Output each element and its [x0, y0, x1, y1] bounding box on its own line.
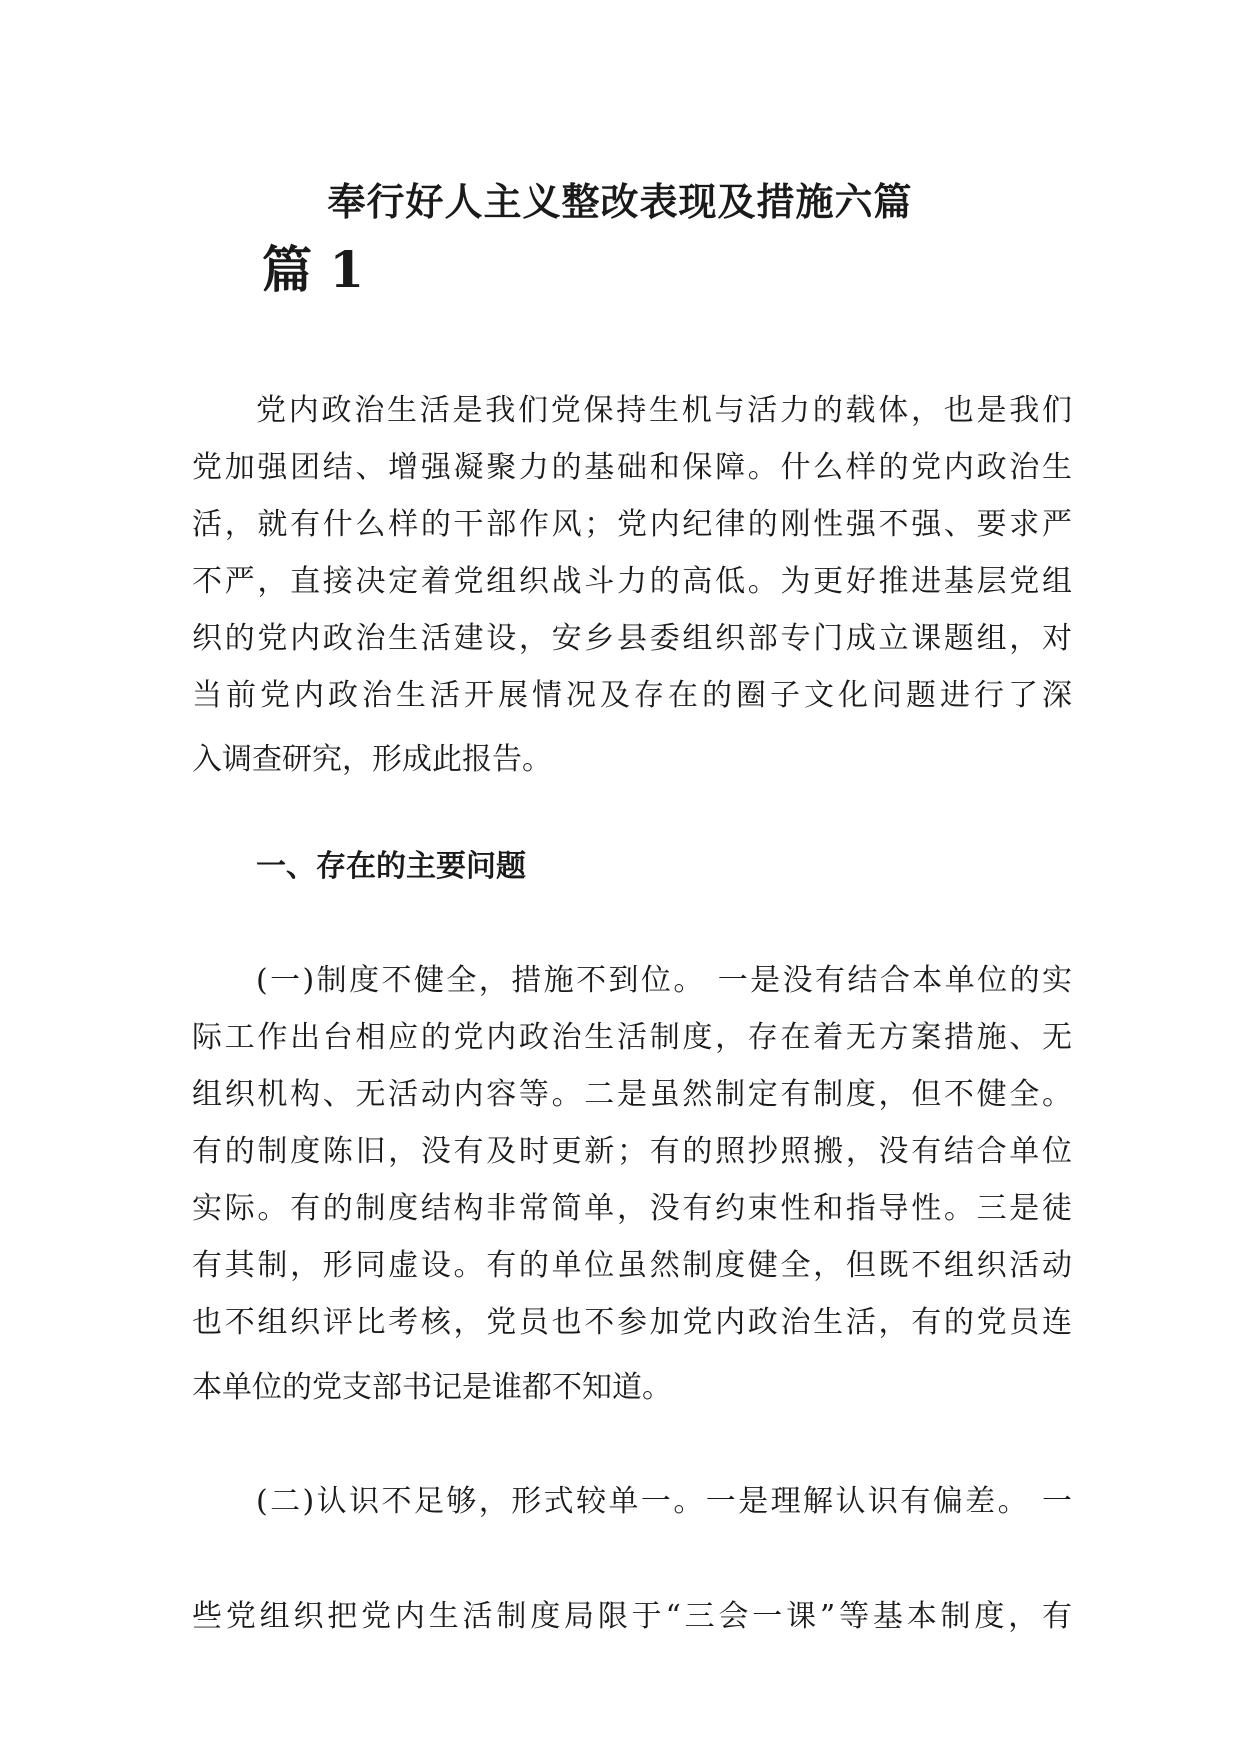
paragraph-line: (一)制度不健全，措施不到位。 一是没有结合本单位的实 [256, 963, 1072, 998]
paragraph-line: 有其制，形同虚设。有的单位虽然制度健全，但既不组织活动 [192, 1248, 1072, 1283]
paragraph-line: 些党组织把党内生活制度局限于“三会一课”等基本制度，有 [192, 1599, 1072, 1634]
section-heading: 一、存在的主要问题 [256, 849, 526, 884]
paragraph-line: 党加强团结、增强凝聚力的基础和保障。什么样的党内政治生 [192, 450, 1072, 485]
paragraph-line: 党内政治生活是我们党保持生机与活力的载体，也是我们 [256, 393, 1072, 428]
paragraph-line: 也不组织评比考核，党员也不参加党内政治生活，有的党员连 [192, 1305, 1072, 1340]
paragraph-line: 当前党内政治生活开展情况及存在的圈子文化问题进行了深 [192, 678, 1072, 713]
paragraph-line: (二)认识不足够，形式较单一。一是理解认识有偏差。 一 [256, 1484, 1072, 1519]
document-title: 奉行好人主义整改表现及措施六篇 [327, 179, 913, 224]
paragraph-line: 织的党内政治生活建设，安乡县委组织部专门成立课题组，对 [192, 621, 1072, 656]
paragraph-line: 不严，直接决定着党组织战斗力的高低。为更好推进基层党组 [192, 564, 1072, 599]
paragraph-line: 组织机构、无活动内容等。二是虽然制定有制度，但不健全。 [192, 1077, 1072, 1112]
paragraph-line: 实际。有的制度结构非常简单，没有约束性和指导性。三是徒 [192, 1191, 1072, 1226]
paragraph-line: 活，就有什么样的干部作风；党内纪律的刚性强不强、要求严 [192, 507, 1072, 542]
paragraph-line: 本单位的党支部书记是谁都不知道。 [192, 1370, 672, 1405]
paragraph-line: 入调查研究，形成此报告。 [192, 742, 552, 777]
paragraph-line: 际工作出台相应的党内政治生活制度，存在着无方案措施、无 [192, 1020, 1072, 1055]
chapter-heading: 篇 1 [262, 240, 365, 299]
paragraph-line: 有的制度陈旧，没有及时更新；有的照抄照搬，没有结合单位 [192, 1134, 1072, 1169]
